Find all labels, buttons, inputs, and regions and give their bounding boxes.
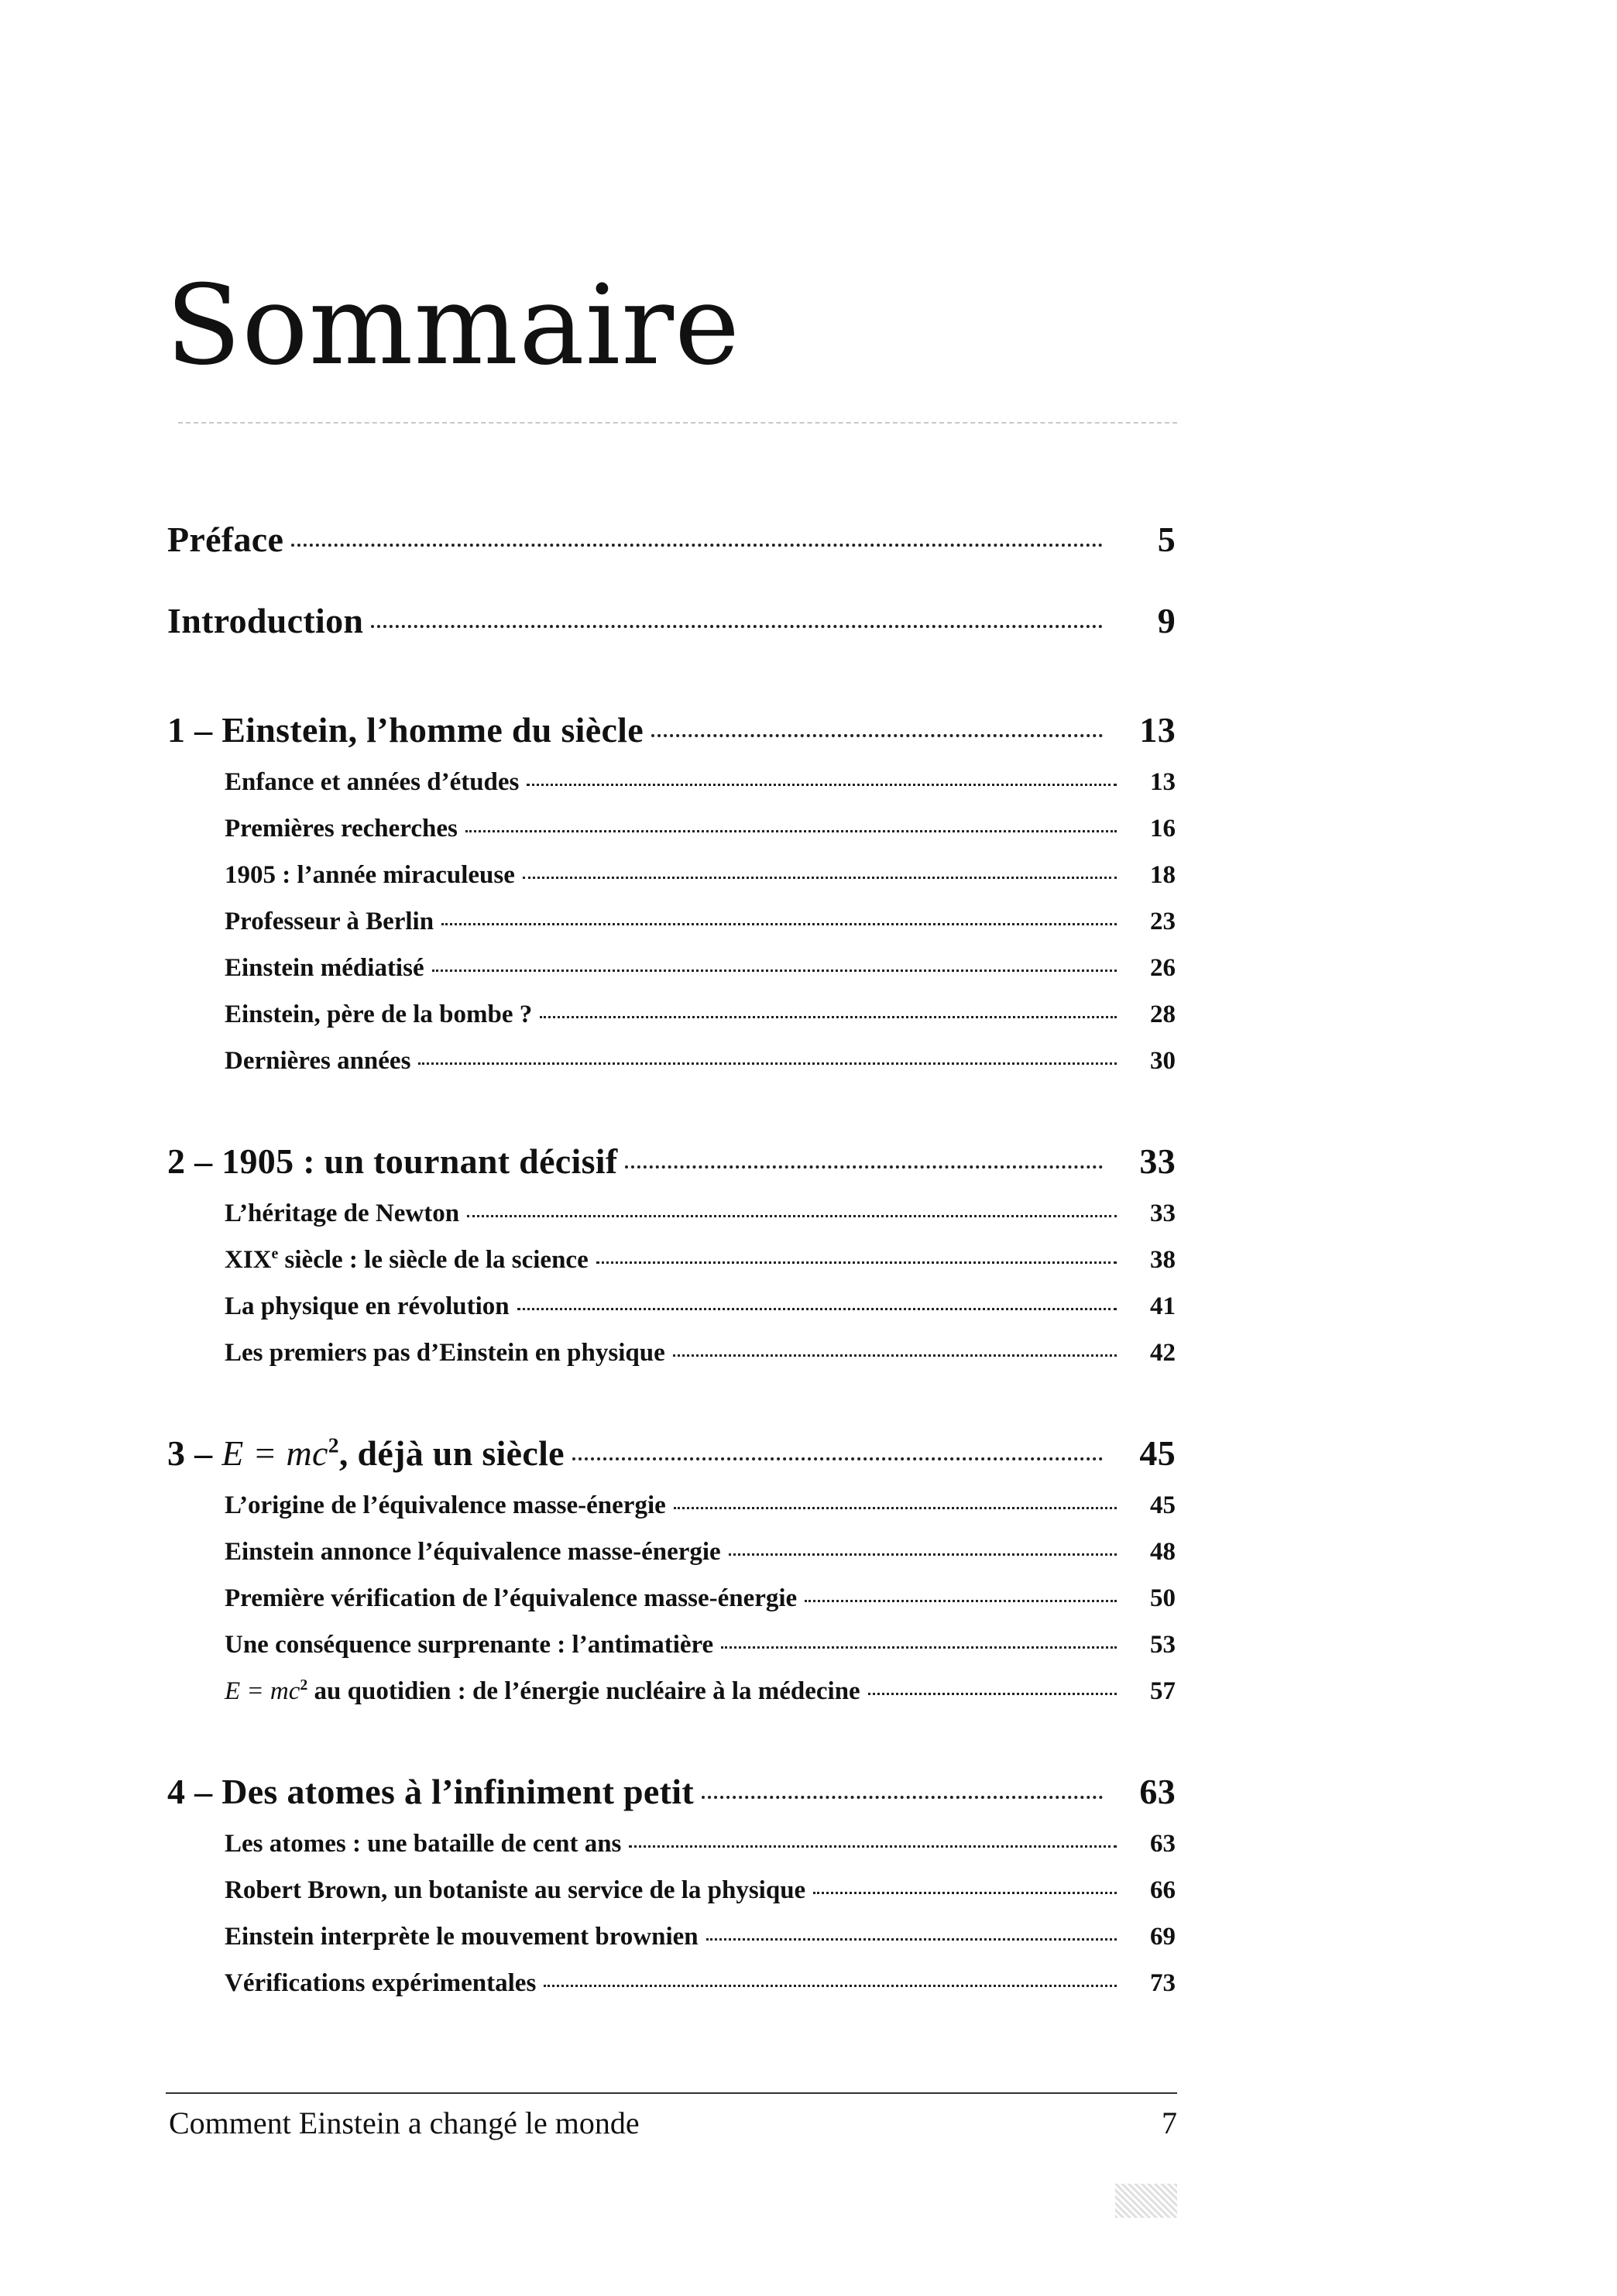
- toc-entry-introduction[interactable]: [167, 600, 1176, 641]
- chapter-page: 13: [1139, 710, 1176, 750]
- section-label: [225, 1677, 860, 1706]
- section-page: 69: [1150, 1923, 1176, 1951]
- table-of-contents: [167, 519, 1176, 1998]
- toc-entry-page: 9: [1157, 601, 1176, 640]
- footer-divider: [166, 2092, 1177, 2094]
- footer-book-title: Comment Einstein a changé le monde: [169, 2106, 640, 2140]
- section-label: Dernières années: [225, 1047, 411, 1075]
- chapter-page: 33: [1139, 1141, 1176, 1181]
- toc-section[interactable]: [167, 1584, 1176, 1613]
- section-page: 66: [1150, 1876, 1176, 1904]
- section-label: L’héritage de Newton: [225, 1199, 460, 1227]
- dot-leader: [540, 1016, 1117, 1018]
- dot-leader: [596, 1261, 1117, 1264]
- section-page: 38: [1150, 1246, 1176, 1274]
- toc-entry-page: 5: [1157, 520, 1176, 559]
- chapter-label-post: , déjà un siècle: [338, 1433, 565, 1473]
- dot-leader: [813, 1892, 1117, 1894]
- dot-leader: [523, 877, 1117, 879]
- dot-leader: [544, 1985, 1117, 1987]
- section-page: 18: [1150, 861, 1176, 889]
- section-page: 23: [1150, 908, 1176, 935]
- toc-section[interactable]: [167, 1339, 1176, 1368]
- dot-leader: [625, 1165, 1103, 1169]
- section-label: Robert Brown, un botaniste au service de la physique: [225, 1876, 806, 1904]
- section-label-pre: XIX: [225, 1246, 272, 1274]
- toc-section[interactable]: [167, 1246, 1176, 1275]
- dot-leader: [432, 970, 1117, 972]
- toc-section[interactable]: [167, 1969, 1176, 1998]
- chapter-formula: E = mc: [221, 1433, 328, 1473]
- section-label: 1905 : l’année miraculeuse: [225, 861, 515, 889]
- toc-section[interactable]: [167, 954, 1176, 983]
- section-page: 57: [1150, 1677, 1176, 1705]
- section-label: Einstein, père de la bombe ?: [225, 1000, 533, 1028]
- footer-page-number: 7: [1162, 2106, 1177, 2140]
- section-label-sup: e: [271, 1245, 279, 1262]
- section-page: 28: [1150, 1000, 1176, 1028]
- dot-leader: [441, 923, 1117, 925]
- section-page: 42: [1150, 1339, 1176, 1367]
- section-label: [225, 1246, 589, 1275]
- chapter-formula-sup: 2: [328, 1433, 339, 1457]
- section-label: Enfance et années d’études: [225, 768, 520, 796]
- dot-leader: [418, 1062, 1117, 1065]
- dot-leader: [706, 1938, 1117, 1941]
- section-page: 45: [1150, 1491, 1176, 1519]
- section-label: La physique en révolution: [225, 1292, 510, 1320]
- section-page: 48: [1150, 1538, 1176, 1566]
- dot-leader: [465, 830, 1117, 832]
- toc-chapter-3[interactable]: [167, 1433, 1176, 1474]
- dot-leader: [868, 1693, 1117, 1695]
- section-label-post: siècle : le siècle de la science: [278, 1246, 589, 1274]
- section-page: 73: [1150, 1969, 1176, 1997]
- toc-chapter-2[interactable]: [167, 1141, 1176, 1182]
- toc-section[interactable]: [167, 1199, 1176, 1228]
- toc-section[interactable]: [167, 1491, 1176, 1520]
- toc-section[interactable]: [167, 815, 1176, 843]
- toc-chapter-1[interactable]: [167, 709, 1176, 750]
- section-label: Les premiers pas d’Einstein en physique: [225, 1339, 665, 1367]
- dot-leader: [702, 1796, 1103, 1799]
- section-page: 13: [1150, 768, 1176, 796]
- chapter-label-pre: 3 –: [167, 1433, 222, 1473]
- toc-entry-label: Introduction: [167, 601, 364, 640]
- toc-entry-preface[interactable]: [167, 519, 1176, 560]
- toc-section[interactable]: [167, 1047, 1176, 1076]
- section-label: Vérifications expérimentales: [225, 1969, 537, 1997]
- dot-leader: [517, 1308, 1117, 1310]
- dot-leader: [629, 1845, 1117, 1848]
- dot-leader: [805, 1600, 1117, 1602]
- section-label: Einstein interprète le mouvement brownien: [225, 1923, 699, 1951]
- section-label-post: au quotidien : de l’énergie nucléaire à la médecine: [307, 1677, 860, 1705]
- dot-leader: [674, 1507, 1117, 1509]
- section-label: Einstein annonce l’équivalence masse-énergie: [225, 1538, 721, 1566]
- section-page: 50: [1150, 1584, 1176, 1612]
- toc-section[interactable]: [167, 768, 1176, 797]
- chapter-label: [167, 1433, 565, 1474]
- toc-section[interactable]: [167, 1876, 1176, 1905]
- toc-section[interactable]: [167, 1923, 1176, 1951]
- toc-section[interactable]: [167, 1830, 1176, 1858]
- section-page: 41: [1150, 1292, 1176, 1320]
- section-label: Les atomes : une bataille de cent ans: [225, 1830, 622, 1858]
- dot-leader: [527, 784, 1117, 786]
- section-label: L’origine de l’équivalence masse-énergie: [225, 1491, 666, 1519]
- toc-section[interactable]: [167, 861, 1176, 890]
- dot-leader: [371, 625, 1103, 628]
- toc-entry-label: Préface: [167, 520, 284, 559]
- dot-leader: [291, 544, 1103, 547]
- section-page: 53: [1150, 1631, 1176, 1659]
- chapter-label: 1 – Einstein, l’homme du siècle: [167, 710, 644, 750]
- toc-chapter-4[interactable]: [167, 1771, 1176, 1812]
- section-page: 63: [1150, 1830, 1176, 1858]
- dot-leader: [651, 734, 1103, 737]
- section-label: Première vérification de l’équivalence masse-énergie: [225, 1584, 798, 1612]
- section-label: Einstein médiatisé: [225, 954, 424, 982]
- dot-leader: [729, 1553, 1117, 1556]
- toc-section[interactable]: [167, 1677, 1176, 1706]
- chapter-page: 45: [1139, 1433, 1176, 1473]
- scan-artifact-mark: [1115, 2184, 1177, 2218]
- toc-section[interactable]: [167, 1000, 1176, 1029]
- dot-leader: [572, 1457, 1103, 1460]
- dot-leader: [673, 1354, 1117, 1357]
- section-label: Premières recherches: [225, 815, 458, 843]
- dot-leader: [721, 1646, 1117, 1649]
- dot-leader: [467, 1215, 1117, 1217]
- section-page: 26: [1150, 954, 1176, 982]
- toc-section[interactable]: [167, 1292, 1176, 1321]
- page-title: Sommaire: [166, 262, 741, 390]
- section-page: 33: [1150, 1199, 1176, 1227]
- section-page: 30: [1150, 1047, 1176, 1075]
- chapter-label: 2 – 1905 : un tournant décisif: [167, 1141, 618, 1181]
- section-label: Une conséquence surprenante : l’antimatière: [225, 1631, 714, 1659]
- toc-section[interactable]: [167, 1538, 1176, 1567]
- toc-section[interactable]: [167, 1631, 1176, 1659]
- toc-section[interactable]: [167, 908, 1176, 936]
- section-formula-sup: 2: [300, 1677, 308, 1694]
- chapter-label: 4 – Des atomes à l’infiniment petit: [167, 1772, 694, 1811]
- section-page: 16: [1150, 815, 1176, 843]
- chapter-page: 63: [1139, 1772, 1176, 1811]
- section-label: Professeur à Berlin: [225, 908, 434, 935]
- title-divider: [178, 422, 1177, 424]
- section-formula: E = mc: [225, 1677, 300, 1705]
